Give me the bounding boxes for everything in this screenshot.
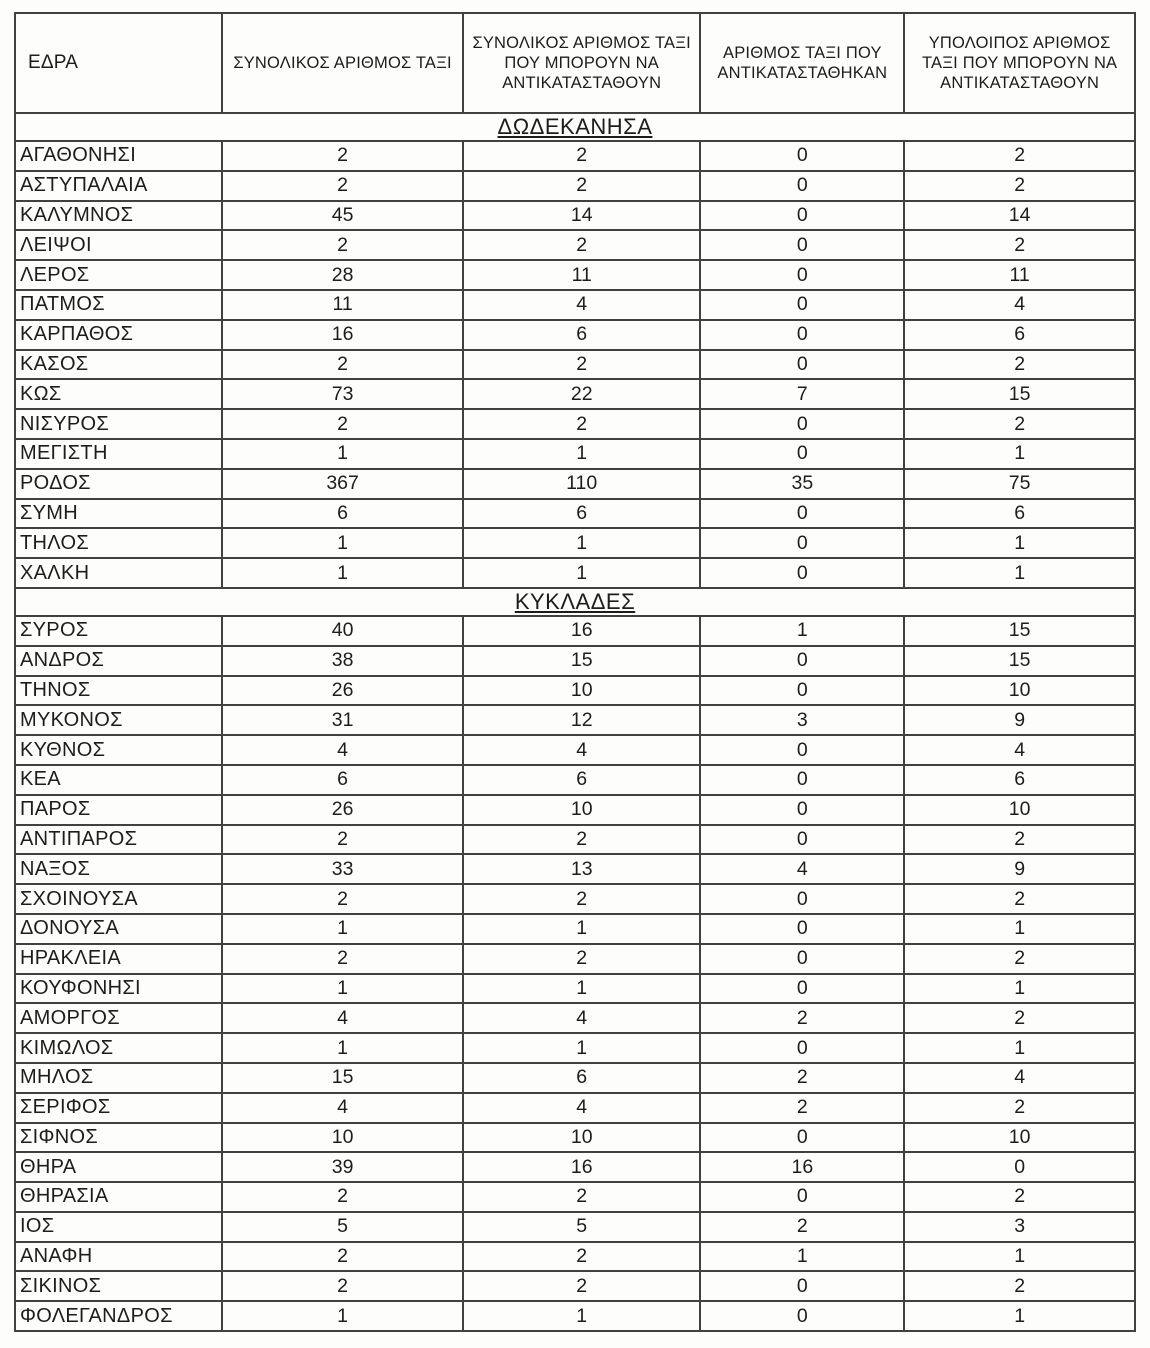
value-cell: 2 <box>700 1003 904 1033</box>
value-cell: 0 <box>700 1123 904 1153</box>
value-cell: 2 <box>222 825 463 855</box>
island-name-cell: ΧΑΛΚΗ <box>15 558 222 588</box>
value-cell: 2 <box>222 1271 463 1301</box>
section-header-cell <box>15 113 1135 141</box>
island-name-cell: ΚΕΑ <box>15 765 222 795</box>
table-row <box>15 320 1135 350</box>
value-cell: 15 <box>463 646 700 676</box>
value-cell: 4 <box>904 735 1135 765</box>
value-cell: 0 <box>700 558 904 588</box>
value-cell: 10 <box>904 1123 1135 1153</box>
value-cell: 6 <box>222 499 463 529</box>
value-cell: 4 <box>463 1093 700 1123</box>
value-cell: 0 <box>700 676 904 706</box>
value-cell: 1 <box>700 616 904 646</box>
value-cell: 45 <box>222 201 463 231</box>
table-row <box>15 1242 1135 1272</box>
value-cell: 1 <box>463 1033 700 1063</box>
island-name-cell: ΣΕΡΙΦΟΣ <box>15 1093 222 1123</box>
value-cell: 11 <box>222 290 463 320</box>
value-cell: 2 <box>222 1182 463 1212</box>
value-cell: 2 <box>463 409 700 439</box>
island-name-cell: ΑΝΤΙΠΑΡΟΣ <box>15 825 222 855</box>
table-row <box>15 1271 1135 1301</box>
island-name-cell: ΣΥΡΟΣ <box>15 616 222 646</box>
value-cell: 367 <box>222 469 463 499</box>
table-row <box>15 705 1135 735</box>
value-cell: 0 <box>700 825 904 855</box>
value-cell: 1 <box>700 1242 904 1272</box>
value-cell: 11 <box>463 260 700 290</box>
table-row <box>15 1093 1135 1123</box>
island-name-cell: ΜΗΛΟΣ <box>15 1063 222 1093</box>
value-cell: 1 <box>904 914 1135 944</box>
table-row <box>15 616 1135 646</box>
value-cell: 2 <box>463 884 700 914</box>
island-name-cell: ΘΗΡΑ <box>15 1152 222 1182</box>
value-cell: 35 <box>700 469 904 499</box>
value-cell: 16 <box>463 616 700 646</box>
value-cell: 2 <box>222 944 463 974</box>
value-cell: 40 <box>222 616 463 646</box>
value-cell: 1 <box>222 974 463 1004</box>
table-row <box>15 1182 1135 1212</box>
value-cell: 10 <box>463 795 700 825</box>
section-header-cell <box>15 588 1135 616</box>
value-cell: 2 <box>700 1063 904 1093</box>
value-cell: 2 <box>463 350 700 380</box>
island-name-cell: ΝΙΣΥΡΟΣ <box>15 409 222 439</box>
value-cell: 33 <box>222 854 463 884</box>
value-cell: 16 <box>222 320 463 350</box>
island-name-cell: ΠΑΡΟΣ <box>15 795 222 825</box>
island-name-cell: ΑΓΑΘΟΝΗΣΙ <box>15 141 222 171</box>
value-cell: 7 <box>700 379 904 409</box>
value-cell: 0 <box>700 974 904 1004</box>
value-cell: 13 <box>463 854 700 884</box>
table-row <box>15 439 1135 469</box>
value-cell: 10 <box>463 676 700 706</box>
value-cell: 15 <box>904 379 1135 409</box>
value-cell: 1 <box>463 974 700 1004</box>
value-cell: 4 <box>700 854 904 884</box>
value-cell: 0 <box>700 439 904 469</box>
section-title: ΔΩΔΕΚΑΝΗΣΑ <box>497 114 653 139</box>
island-name-cell: ΝΑΞΟΣ <box>15 854 222 884</box>
table-row <box>15 1123 1135 1153</box>
value-cell: 0 <box>700 1271 904 1301</box>
value-cell: 0 <box>700 201 904 231</box>
value-cell: 2 <box>222 409 463 439</box>
value-cell: 0 <box>700 499 904 529</box>
column-header-total-taxis: ΣΥΝΟΛΙΚΟΣ ΑΡΙΘΜΟΣ ΤΑΞΙ <box>222 13 463 113</box>
value-cell: 0 <box>700 320 904 350</box>
value-cell: 2 <box>904 409 1135 439</box>
table-header-row <box>15 13 1135 113</box>
value-cell: 0 <box>700 290 904 320</box>
value-cell: 0 <box>700 795 904 825</box>
value-cell: 0 <box>700 409 904 439</box>
table-row <box>15 141 1135 171</box>
table-row <box>15 944 1135 974</box>
table-row <box>15 350 1135 380</box>
value-cell: 2 <box>904 884 1135 914</box>
table-row <box>15 379 1135 409</box>
value-cell: 10 <box>222 1123 463 1153</box>
value-cell: 2 <box>222 171 463 201</box>
table-row <box>15 558 1135 588</box>
table-row <box>15 1301 1135 1331</box>
value-cell: 0 <box>700 944 904 974</box>
value-cell: 1 <box>904 1301 1135 1331</box>
island-name-cell: ΚΙΜΩΛΟΣ <box>15 1033 222 1063</box>
column-header-replaced: ΑΡΙΘΜΟΣ ΤΑΞΙ ΠΟΥ ΑΝΤΙΚΑΤΑΣΤΑΘΗΚΑΝ <box>700 13 904 113</box>
value-cell: 11 <box>904 260 1135 290</box>
value-cell: 38 <box>222 646 463 676</box>
value-cell: 0 <box>700 260 904 290</box>
table-row <box>15 469 1135 499</box>
value-cell: 9 <box>904 705 1135 735</box>
value-cell: 14 <box>463 201 700 231</box>
value-cell: 4 <box>463 290 700 320</box>
value-cell: 1 <box>222 1301 463 1331</box>
value-cell: 26 <box>222 676 463 706</box>
value-cell: 16 <box>700 1152 904 1182</box>
value-cell: 6 <box>463 765 700 795</box>
table-row <box>15 1003 1135 1033</box>
value-cell: 2 <box>463 1271 700 1301</box>
table-row <box>15 646 1135 676</box>
table-row <box>15 528 1135 558</box>
value-cell: 15 <box>904 616 1135 646</box>
value-cell: 75 <box>904 469 1135 499</box>
value-cell: 2 <box>222 350 463 380</box>
island-name-cell: ΣΙΦΝΟΣ <box>15 1123 222 1153</box>
value-cell: 0 <box>700 914 904 944</box>
value-cell: 3 <box>904 1212 1135 1242</box>
value-cell: 9 <box>904 854 1135 884</box>
value-cell: 0 <box>700 884 904 914</box>
value-cell: 0 <box>700 765 904 795</box>
value-cell: 2 <box>904 1003 1135 1033</box>
value-cell: 2 <box>904 1182 1135 1212</box>
table-row <box>15 884 1135 914</box>
column-header-total-replaceable: ΣΥΝΟΛΙΚΟΣ ΑΡΙΘΜΟΣ ΤΑΞΙ ΠΟΥ ΜΠΟΡΟΥΝ ΝΑ ΑΝΤΙΚΑΤΑΣΤΑΘΟΥΝ <box>463 13 700 113</box>
value-cell: 1 <box>904 528 1135 558</box>
value-cell: 2 <box>904 350 1135 380</box>
value-cell: 2 <box>463 230 700 260</box>
value-cell: 0 <box>700 646 904 676</box>
table-row <box>15 676 1135 706</box>
value-cell: 15 <box>904 646 1135 676</box>
value-cell: 1 <box>222 439 463 469</box>
island-name-cell: ΛΕΙΨΟΙ <box>15 230 222 260</box>
taxi-replacement-table <box>14 12 1136 1332</box>
value-cell: 2 <box>904 825 1135 855</box>
value-cell: 1 <box>222 914 463 944</box>
value-cell: 6 <box>904 499 1135 529</box>
value-cell: 16 <box>463 1152 700 1182</box>
value-cell: 2 <box>904 141 1135 171</box>
value-cell: 1 <box>463 558 700 588</box>
table-row <box>15 1212 1135 1242</box>
table-row <box>15 795 1135 825</box>
value-cell: 1 <box>904 1033 1135 1063</box>
table-row <box>15 1152 1135 1182</box>
value-cell: 6 <box>463 320 700 350</box>
value-cell: 2 <box>222 141 463 171</box>
table-row <box>15 1033 1135 1063</box>
column-header-remaining-replaceable: ΥΠΟΛΟΙΠΟΣ ΑΡΙΘΜΟΣ ΤΑΞΙ ΠΟΥ ΜΠΟΡΟΥΝ ΝΑ ΑΝΤΙΚΑΤΑΣΤΑΘΟΥΝ <box>904 13 1135 113</box>
value-cell: 6 <box>463 1063 700 1093</box>
island-name-cell: ΣΙΚΙΝΟΣ <box>15 1271 222 1301</box>
island-name-cell: ΚΑΣΟΣ <box>15 350 222 380</box>
value-cell: 31 <box>222 705 463 735</box>
table-row <box>15 914 1135 944</box>
value-cell: 2 <box>463 1242 700 1272</box>
value-cell: 6 <box>463 499 700 529</box>
island-name-cell: ΛΕΡΟΣ <box>15 260 222 290</box>
island-name-cell: ΜΥΚΟΝΟΣ <box>15 705 222 735</box>
column-header-edra: ΕΔΡΑ <box>15 13 222 113</box>
value-cell: 10 <box>904 795 1135 825</box>
island-name-cell: ΔΟΝΟΥΣΑ <box>15 914 222 944</box>
value-cell: 2 <box>222 230 463 260</box>
table-row <box>15 290 1135 320</box>
value-cell: 2 <box>904 230 1135 260</box>
island-name-cell: ΚΑΡΠΑΘΟΣ <box>15 320 222 350</box>
value-cell: 1 <box>222 1033 463 1063</box>
island-name-cell: ΚΩΣ <box>15 379 222 409</box>
value-cell: 4 <box>904 1063 1135 1093</box>
island-name-cell: ΚΑΛΥΜΝΟΣ <box>15 201 222 231</box>
value-cell: 4 <box>463 1003 700 1033</box>
value-cell: 22 <box>463 379 700 409</box>
value-cell: 2 <box>463 141 700 171</box>
table-row <box>15 765 1135 795</box>
table-row <box>15 974 1135 1004</box>
value-cell: 0 <box>700 735 904 765</box>
value-cell: 6 <box>222 765 463 795</box>
value-cell: 2 <box>700 1212 904 1242</box>
value-cell: 2 <box>463 944 700 974</box>
value-cell: 0 <box>700 230 904 260</box>
value-cell: 1 <box>222 558 463 588</box>
value-cell: 0 <box>700 350 904 380</box>
table-row <box>15 1063 1135 1093</box>
island-name-cell: ΤΗΝΟΣ <box>15 676 222 706</box>
value-cell: 12 <box>463 705 700 735</box>
table-row <box>15 230 1135 260</box>
value-cell: 2 <box>463 1182 700 1212</box>
section-header-row <box>15 588 1135 616</box>
table-row <box>15 260 1135 290</box>
value-cell: 2 <box>222 1242 463 1272</box>
table-body <box>15 113 1135 1331</box>
value-cell: 4 <box>222 1093 463 1123</box>
table-row <box>15 201 1135 231</box>
island-name-cell: ΦΟΛΕΓΑΝΔΡΟΣ <box>15 1301 222 1331</box>
value-cell: 39 <box>222 1152 463 1182</box>
value-cell: 4 <box>904 290 1135 320</box>
value-cell: 1 <box>463 439 700 469</box>
island-name-cell: ΘΗΡΑΣΙΑ <box>15 1182 222 1212</box>
table-row <box>15 499 1135 529</box>
value-cell: 1 <box>463 1301 700 1331</box>
value-cell: 0 <box>700 1182 904 1212</box>
island-name-cell: ΡΟΔΟΣ <box>15 469 222 499</box>
island-name-cell: ΤΗΛΟΣ <box>15 528 222 558</box>
value-cell: 0 <box>700 141 904 171</box>
island-name-cell: ΗΡΑΚΛΕΙΑ <box>15 944 222 974</box>
value-cell: 6 <box>904 320 1135 350</box>
value-cell: 0 <box>700 1033 904 1063</box>
value-cell: 1 <box>463 914 700 944</box>
island-name-cell: ΑΝΔΡΟΣ <box>15 646 222 676</box>
value-cell: 15 <box>222 1063 463 1093</box>
value-cell: 0 <box>904 1152 1135 1182</box>
value-cell: 1 <box>904 439 1135 469</box>
value-cell: 0 <box>700 528 904 558</box>
value-cell: 1 <box>904 1242 1135 1272</box>
island-name-cell: ΣΥΜΗ <box>15 499 222 529</box>
table-row <box>15 409 1135 439</box>
value-cell: 26 <box>222 795 463 825</box>
value-cell: 0 <box>700 1301 904 1331</box>
value-cell: 73 <box>222 379 463 409</box>
value-cell: 2 <box>463 825 700 855</box>
value-cell: 3 <box>700 705 904 735</box>
value-cell: 2 <box>700 1093 904 1123</box>
value-cell: 1 <box>904 558 1135 588</box>
value-cell: 2 <box>222 884 463 914</box>
value-cell: 6 <box>904 765 1135 795</box>
island-name-cell: ΜΕΓΙΣΤΗ <box>15 439 222 469</box>
value-cell: 2 <box>463 171 700 201</box>
value-cell: 2 <box>904 1093 1135 1123</box>
island-name-cell: ΚΥΘΝΟΣ <box>15 735 222 765</box>
value-cell: 4 <box>463 735 700 765</box>
island-name-cell: ΙΟΣ <box>15 1212 222 1242</box>
value-cell: 10 <box>463 1123 700 1153</box>
value-cell: 1 <box>904 974 1135 1004</box>
value-cell: 4 <box>222 1003 463 1033</box>
value-cell: 2 <box>904 171 1135 201</box>
island-name-cell: ΚΟΥΦΟΝΗΣΙ <box>15 974 222 1004</box>
value-cell: 14 <box>904 201 1135 231</box>
section-title: ΚΥΚΛΑΔΕΣ <box>514 588 636 614</box>
value-cell: 2 <box>904 944 1135 974</box>
value-cell: 0 <box>700 171 904 201</box>
table-row <box>15 825 1135 855</box>
value-cell: 5 <box>463 1212 700 1242</box>
island-name-cell: ΑΝΑΦΗ <box>15 1242 222 1272</box>
value-cell: 4 <box>222 735 463 765</box>
table-row <box>15 171 1135 201</box>
value-cell: 1 <box>222 528 463 558</box>
value-cell: 2 <box>904 1271 1135 1301</box>
island-name-cell: ΣΧΟΙΝΟΥΣΑ <box>15 884 222 914</box>
island-name-cell: ΑΜΟΡΓΟΣ <box>15 1003 222 1033</box>
table-row <box>15 735 1135 765</box>
value-cell: 10 <box>904 676 1135 706</box>
value-cell: 5 <box>222 1212 463 1242</box>
island-name-cell: ΠΑΤΜΟΣ <box>15 290 222 320</box>
value-cell: 1 <box>463 528 700 558</box>
table-row <box>15 854 1135 884</box>
section-header-row <box>15 113 1135 141</box>
value-cell: 28 <box>222 260 463 290</box>
island-name-cell: ΑΣΤΥΠΑΛΑΙΑ <box>15 171 222 201</box>
value-cell: 110 <box>463 469 700 499</box>
